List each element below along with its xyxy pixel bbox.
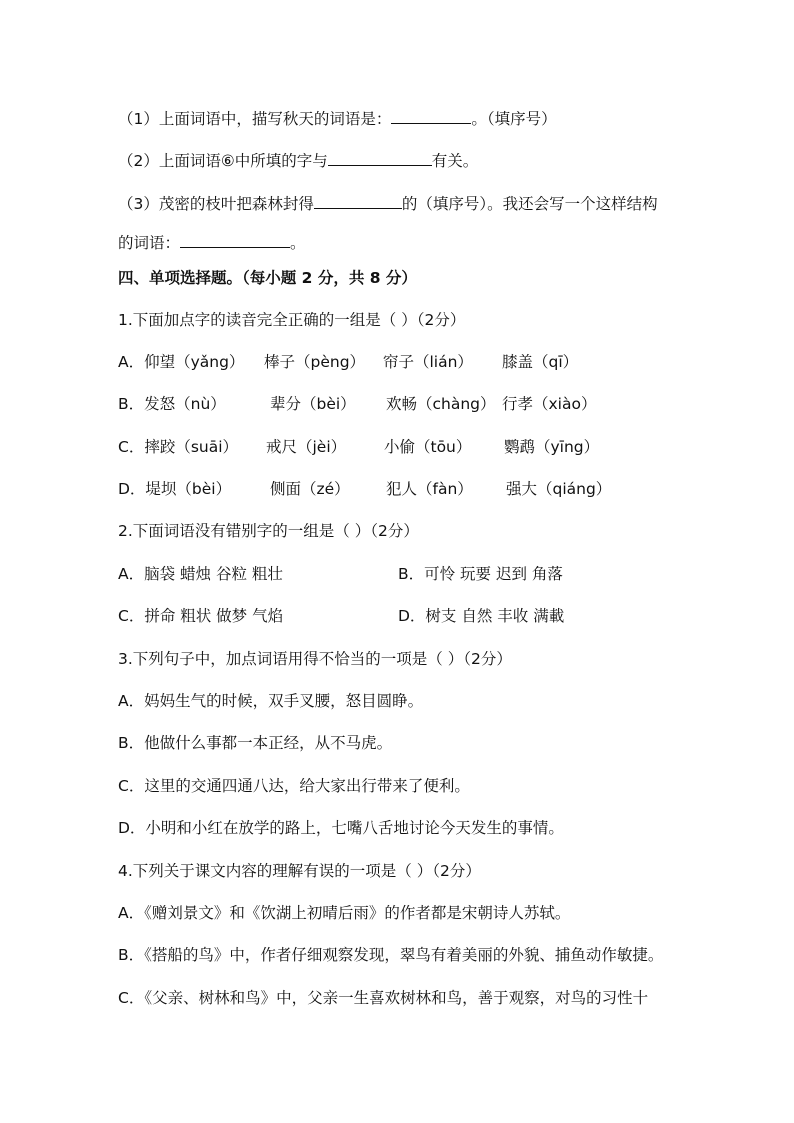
option-d[interactable]: D．小明和小红在放学的路上，七嘴八舌地讨论今天发生的事情。	[118, 819, 564, 837]
option-c-item-2: 戒尺（jèi）	[266, 438, 347, 456]
question-stem-3: 3.下列句子中，加点词语用得不恰当的一项是（ ）（2分）	[118, 650, 512, 668]
question-text: （1）上面词语中，描写秋天的词语是：	[118, 110, 392, 128]
option-a-item-1[interactable]: A．仰望（yǎng）	[118, 353, 245, 371]
question-text: 。	[290, 234, 306, 252]
option-c-item-1[interactable]: C．摔跤（suāi）	[118, 438, 239, 456]
answer-blank[interactable]	[328, 150, 432, 166]
option-c[interactable]: C．这里的交通四通八达，给大家出行带来了便利。	[118, 777, 470, 795]
question-text: （3）茂密的枝叶把森林封得	[118, 195, 314, 213]
section-heading: 四、单项选择题。（每小题 2 分，共 8 分）	[118, 269, 417, 287]
fill-question-1	[118, 108, 557, 129]
fill-question-3-cont	[118, 232, 306, 253]
fill-question-3	[118, 193, 658, 214]
question-text: （2）上面词语⑥中所填的字与	[118, 152, 328, 170]
question-text: 的（填序号）。我还会写一个这样结构	[401, 195, 658, 213]
option-c[interactable]: C．拼命 粗状 做梦 气焰	[118, 607, 284, 625]
option-d-item-3: 犯人（fàn）	[386, 480, 473, 498]
question-stem-4: 4.下列关于课文内容的理解有误的一项是（ ）（2分）	[118, 862, 481, 880]
option-a[interactable]: A．脑袋 蜡烛 谷粒 粗壮	[118, 565, 283, 583]
option-b[interactable]: B．《搭船的鸟》中，作者仔细观察发现，翠鸟有着美丽的外貌、捕鱼动作敏捷。	[118, 946, 664, 964]
option-b-item-4: 行孝（xiào）	[502, 395, 597, 413]
question-text: 的词语：	[118, 234, 181, 252]
option-b-item-1[interactable]: B．发怒（nù）	[118, 395, 226, 413]
question-stem-1: 1.下面加点字的读音完全正确的一组是（ ）（2分）	[118, 311, 466, 329]
option-c-item-3: 小偷（tōu）	[384, 438, 472, 456]
answer-blank[interactable]	[314, 193, 402, 209]
option-c[interactable]: C．《父亲、树林和鸟》中，父亲一生喜欢树林和鸟，善于观察，对鸟的习性十	[118, 989, 649, 1007]
option-d-item-1[interactable]: D．堤坝（bèi）	[118, 480, 232, 498]
answer-blank[interactable]	[391, 108, 471, 124]
option-b-item-2: 辈分（bèi）	[270, 395, 356, 413]
option-d-item-4: 强大（qiáng）	[506, 480, 612, 498]
option-b[interactable]: B．可怜 玩要 迟到 角落	[398, 565, 563, 583]
option-d-item-2: 侧面（zé）	[270, 480, 350, 498]
answer-blank[interactable]	[180, 232, 290, 248]
question-stem-2: 2.下面词语没有错别字的一组是（ ）（2分）	[118, 522, 419, 540]
option-a[interactable]: A．妈妈生气的时候，双手叉腰，怒目圆睁。	[118, 692, 424, 710]
option-a-item-4: 膝盖（qī）	[502, 353, 579, 371]
option-a[interactable]: A．《赠刘景文》和《饮湖上初晴后雨》的作者都是宋朝诗人苏轼。	[118, 904, 571, 922]
fill-question-2	[118, 150, 478, 171]
option-b[interactable]: B．他做什么事都一本正经，从不马虎。	[118, 734, 393, 752]
question-text: 有关。	[431, 152, 479, 170]
option-c-item-4: 鹦鹉（yīng）	[504, 438, 600, 456]
question-text: 。（填序号）	[471, 110, 557, 128]
option-d[interactable]: D．树支 自然 丰收 满載	[398, 607, 565, 625]
option-b-item-3: 欢畅（chàng）	[386, 395, 496, 413]
option-a-item-3: 帘子（lián）	[383, 353, 473, 371]
option-a-item-2: 棒子（pèng）	[264, 353, 366, 371]
